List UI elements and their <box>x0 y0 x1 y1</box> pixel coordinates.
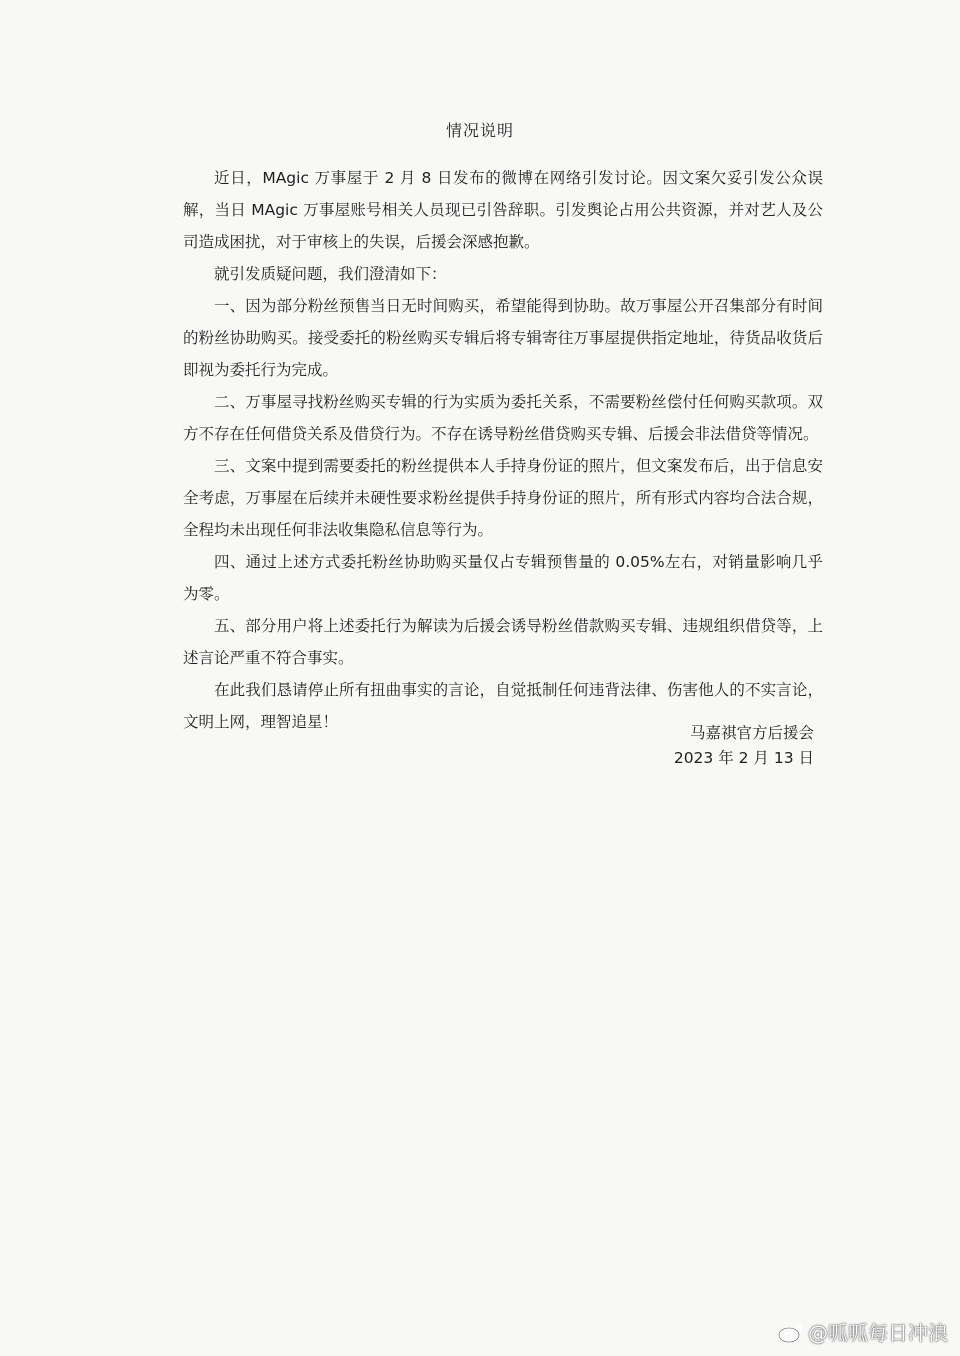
signature-organization: 马嘉祺官方后援会 <box>689 724 814 742</box>
clarify-point: 一、因为部分粉丝预售当日无时间购买，希望能得到协助。故万事屋公开召集部分有时间的粉丝协助购买。接受委托的粉丝购买专辑后将专辑寄往万事屋提供指定地址，待货品收货后即视为委托行为完成。 <box>183 297 823 379</box>
document-title: 情况说明 <box>445 121 514 140</box>
clarify-point: 三、文案中提到需要委托的粉丝提供本人手持身份证的照片，但文案发布后，出于信息安全考虑，万事屋在后续并未硬性要求粉丝提供手持身份证的照片，所有形式内容均合法合规，全程均未出现任何非法收集隐私信息等行为。 <box>183 457 823 539</box>
weibo-watermark <box>778 1317 948 1346</box>
clarification-section <box>183 258 823 738</box>
clarify-point: 四、通过上述方式委托粉丝协助购买量仅占专辑预售量的 0.05%左右，对销量影响几乎为零。 <box>183 553 823 603</box>
intro-paragraph <box>183 162 823 258</box>
clarify-point: 二、万事屋寻找粉丝购买专辑的行为实质为委托关系，不需要粉丝偿付任何购买款项。双方不存在任何借贷关系及借贷行为。不存在诱导粉丝借贷购买专辑、后援会非法借贷等情况。 <box>183 393 823 443</box>
clarify-heading: 就引发质疑问题，我们澄清如下： <box>214 265 447 283</box>
weibo-icon <box>778 1320 804 1344</box>
signature-date: 2023 年 2 月 13 日 <box>673 749 814 767</box>
clarify-point: 五、部分用户将上述委托行为解读为后援会诱导粉丝借款购买专辑、违规组织借贷等，上述言论严重不符合事实。 <box>183 617 823 667</box>
closing-appeal: 在此我们恳请停止所有扭曲事实的言论，自觉抵制任何违背法律、伤害他人的不实言论，文明上网，理智追星！ <box>183 681 823 731</box>
intro-text: 近日，MAgic 万事屋于 2 月 8 日发布的微博在网络引发讨论。因文案欠妥引发公众误解，当日 MAgic 万事屋账号相关人员现已引咎辞职。引发舆论占用公共资源，并对艺人及公司造成困扰，对于审核上的失误，后援会深感抱歉。 <box>183 169 823 251</box>
watermark-text: @呱呱每日冲浪 <box>808 1321 948 1345</box>
